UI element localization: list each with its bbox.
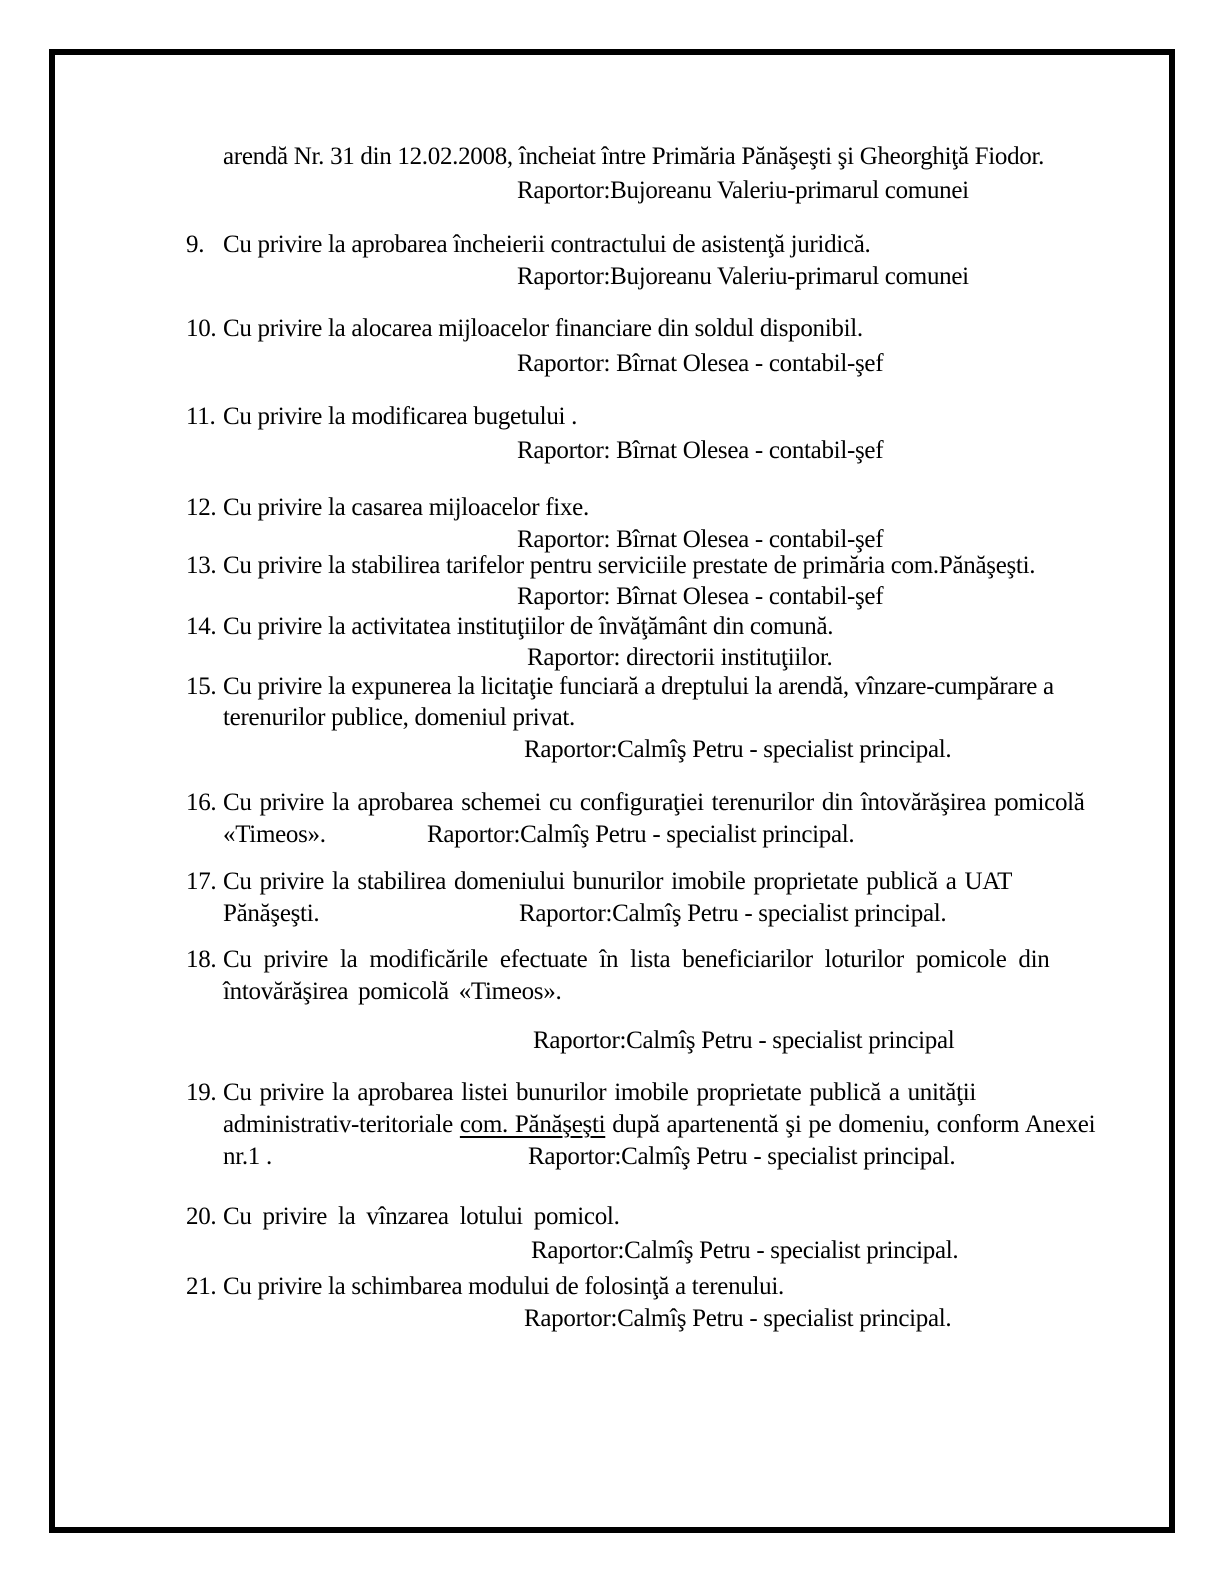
underlined-text: com. Pănăşeşti: [459, 1111, 606, 1138]
continuation-raportor-line: Raportor:Bujoreanu Valeriu-primarul comunei: [517, 177, 969, 204]
raportor-line-14: Raportor: directorii instituţiilor.: [527, 644, 833, 671]
agenda-item-15: [186, 671, 1054, 702]
raportor-line-13: Raportor: Bîrnat Olesea - contabil-şef: [517, 583, 884, 610]
item-number: 20.: [186, 1203, 217, 1230]
raportor-line-11: Raportor: Bîrnat Olesea - contabil-şef: [517, 437, 884, 464]
agenda-item-19: [186, 1077, 976, 1108]
raportor-line-15: Raportor:Calmîş Petru - specialist principal.: [524, 736, 952, 763]
agenda-item-9: [186, 229, 870, 260]
item-number: 14.: [186, 613, 217, 640]
item-text: Cu privire la modificările efectuate în lista beneficiarilor loturilor pomicole din: [223, 946, 1050, 973]
item-text: Cu privire la activitatea instituţiilor de învăţământ din comună.: [223, 613, 834, 640]
agenda-item-10: [186, 313, 863, 344]
item-text: Cu privire la aprobarea încheierii contractului de asistenţă juridică.: [223, 231, 871, 258]
agenda-item-21: [186, 1271, 784, 1302]
raportor-line-21: Raportor:Calmîş Petru - specialist principal.: [524, 1305, 952, 1332]
item-text: Cu privire la aprobarea schemei cu configuraţiei terenurilor din întovărăşirea pomicolă: [223, 789, 1085, 816]
agenda-item-16: [186, 787, 1085, 818]
item-text: Cu privire la vînzarea lotului pomicol.: [223, 1203, 620, 1230]
item-number: 17.: [186, 868, 217, 895]
agenda-item-19-line-2: [223, 1109, 1095, 1140]
item-text: Cu privire la casarea mijloacelor fixe.: [223, 494, 589, 521]
agenda-item-20: [186, 1201, 620, 1232]
item-number: 16.: [186, 789, 217, 816]
agenda-item-18: [186, 944, 1049, 975]
item-number: 11.: [186, 403, 216, 430]
item-text: Cu privire la modificarea bugetului .: [223, 403, 578, 430]
item-text: Cu privire la stabilirea tarifelor pentru serviciile prestate de primăria com.Pănăşeşti.: [223, 552, 1036, 579]
agenda-item-19-line-3: nr.1 .: [223, 1143, 272, 1170]
item-number: 10.: [186, 315, 217, 342]
raportor-line-19: Raportor:Calmîş Petru - specialist principal.: [528, 1143, 956, 1170]
agenda-item-16-line-2: «Timeos».: [223, 821, 326, 848]
item-text: administrativ-teritoriale: [223, 1111, 460, 1138]
item-text: Cu privire la expunerea la licitaţie funciară a dreptului la arendă, vînzare-cumpărare a: [223, 673, 1054, 700]
continuation-text-line: arendă Nr. 31 din 12.02.2008, încheiat între Primăria Pănăşeşti şi Gheorghiţă Fiodor.: [223, 143, 1045, 170]
raportor-line-20: Raportor:Calmîş Petru - specialist principal.: [531, 1237, 959, 1264]
agenda-item-15-line-2: terenurilor publice, domeniul privat.: [223, 704, 575, 731]
agenda-item-11: [186, 401, 577, 432]
item-text: Cu privire la stabilirea domeniului bunurilor imobile proprietate publică a UAT: [223, 868, 1013, 895]
raportor-line-12: Raportor: Bîrnat Olesea - contabil-şef: [517, 526, 884, 553]
item-number: 19.: [186, 1079, 217, 1106]
item-text: Cu privire la aprobarea listei bunurilor imobile proprietate publică a unităţii: [223, 1079, 977, 1106]
raportor-line-9: Raportor:Bujoreanu Valeriu-primarul comunei: [517, 263, 969, 290]
item-text: Cu privire la alocarea mijloacelor financiare din soldul disponibil.: [223, 315, 863, 342]
item-text: după apartenentă şi pe domeniu, conform Anexei: [605, 1111, 1096, 1138]
item-number: 15.: [186, 673, 217, 700]
item-text: Cu privire la schimbarea modului de folosinţă a terenului.: [223, 1273, 784, 1300]
raportor-line-17: Raportor:Calmîş Petru - specialist principal.: [519, 900, 947, 927]
agenda-item-17: [186, 866, 1012, 897]
agenda-item-17-line-2: Pănăşeşti.: [223, 900, 320, 927]
item-number: 21.: [186, 1273, 217, 1300]
raportor-line-16: Raportor:Calmîş Petru - specialist principal.: [427, 821, 855, 848]
agenda-item-13: [186, 550, 1035, 581]
item-number: 12.: [186, 494, 217, 521]
agenda-item-12: [186, 492, 589, 523]
raportor-line-18: Raportor:Calmîş Petru - specialist principal: [533, 1027, 955, 1054]
item-number: 18.: [186, 946, 217, 973]
item-number: 13.: [186, 552, 217, 579]
raportor-line-10: Raportor: Bîrnat Olesea - contabil-şef: [517, 350, 884, 377]
agenda-item-14: [186, 611, 833, 642]
item-number: 9.: [186, 231, 205, 258]
agenda-item-18-line-2: întovărăşirea pomicolă «Timeos».: [223, 978, 562, 1005]
